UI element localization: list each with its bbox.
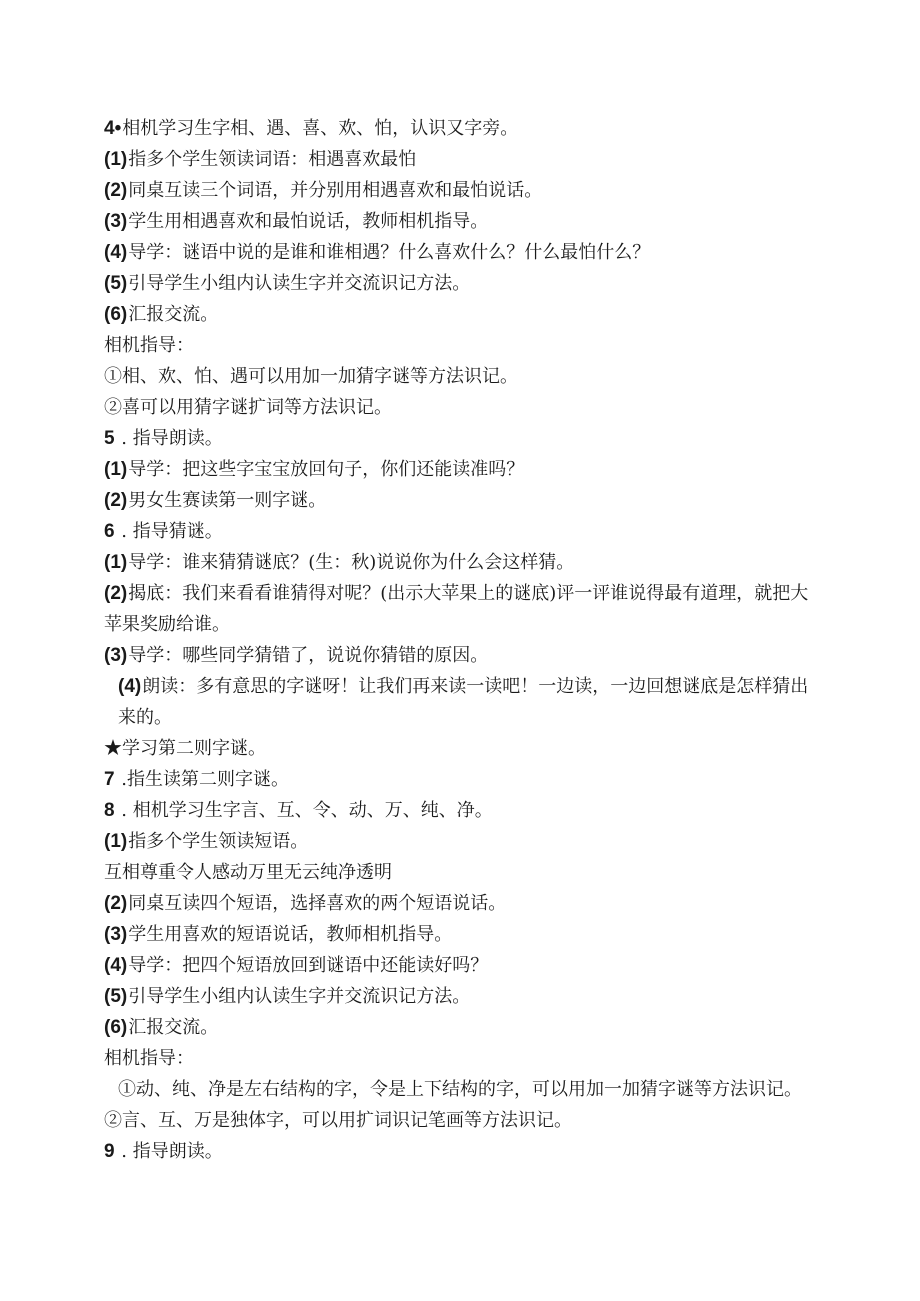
item-number: (3) (104, 645, 128, 666)
item-number: 9 (104, 1141, 115, 1162)
line-text: 引导学生小组内认读生字并交流识记方法。 (128, 273, 471, 294)
item-number: (2) (104, 490, 128, 511)
item-number: (5) (104, 986, 128, 1007)
line-8-4 (104, 950, 816, 981)
line-text: 揭底：我们来看看谁猜得对呢？(出示大苹果上的谜底)评一评谁说得最有道理，就把大苹果奖励给谁。 (104, 583, 809, 635)
item-number: (4) (118, 676, 142, 697)
line-8-6 (104, 1012, 816, 1043)
line-4 (104, 113, 816, 144)
item-number: (1) (104, 552, 128, 573)
item-number: 5 (104, 428, 115, 449)
line-text: 学生用相遇喜欢和最怕说话，教师相机指导。 (128, 211, 489, 232)
line-text: ①相、欢、怕、遇可以用加一加猜字谜等方法识记。 (104, 366, 518, 387)
guidance-item (104, 1105, 816, 1136)
document-body (104, 113, 816, 1167)
item-number: (4) (104, 242, 128, 263)
line-4-1 (104, 144, 816, 175)
line-text: ②喜可以用猜字谜扩词等方法识记。 (104, 397, 392, 418)
item-number: (3) (104, 924, 128, 945)
line-8-1 (104, 826, 816, 857)
line-text: ①动、纯、净是左右结构的字，令是上下结构的字，可以用加一加猜字谜等方法识记。 (118, 1079, 802, 1100)
line-text: ②言、互、万是独体字，可以用扩词识记笔画等方法识记。 (104, 1110, 572, 1131)
line-5-1 (104, 454, 816, 485)
line-5 (104, 423, 816, 454)
line-text: 导学：哪些同学猜错了，说说你猜错的原因。 (128, 645, 489, 666)
line-text: 导学：把四个短语放回到谜语中还能读好吗？ (128, 955, 489, 976)
item-number: (6) (104, 304, 128, 325)
guidance-heading (104, 330, 816, 361)
line-text: 指多个学生领读短语。 (128, 831, 309, 852)
line-text: . 指导朗读。 (115, 428, 223, 449)
line-4-2 (104, 175, 816, 206)
line-text: . 指导猜谜。 (115, 521, 223, 542)
phrase-list (104, 857, 816, 888)
line-text: 同桌互读四个短语，选择喜欢的两个短语说话。 (128, 893, 507, 914)
line-text: .指生读第二则字谜。 (115, 769, 290, 790)
line-text: 导学：谁来猜猜谜底？(生：秋)说说你为什么会这样猜。 (128, 552, 575, 573)
line-text: 相机学习生字相、遇、喜、欢、怕，认识又字旁。 (122, 118, 519, 139)
line-7 (104, 764, 816, 795)
guidance-item (104, 361, 816, 392)
guidance-heading (104, 1043, 816, 1074)
item-number: 7 (104, 769, 115, 790)
line-4-4 (104, 237, 816, 268)
line-4-6 (104, 299, 816, 330)
line-text: 导学：把这些字宝宝放回句子，你们还能读准吗？ (128, 459, 525, 480)
item-number: (1) (104, 459, 128, 480)
line-text: 男女生赛读第一则字谜。 (128, 490, 327, 511)
line-text: 引导学生小组内认读生字并交流识记方法。 (128, 986, 471, 1007)
item-number: (2) (104, 893, 128, 914)
line-6-2 (104, 578, 816, 640)
line-6-3 (104, 640, 816, 671)
line-8-5 (104, 981, 816, 1012)
line-text: 同桌互读三个词语，并分别用相遇喜欢和最怕说话。 (128, 180, 543, 201)
item-number: (3) (104, 211, 128, 232)
item-number: (6) (104, 1017, 128, 1038)
line-text: . 相机学习生字言、互、令、动、万、纯、净。 (115, 800, 493, 821)
guidance-item (104, 1074, 816, 1105)
item-number: (1) (104, 149, 128, 170)
item-number: (1) (104, 831, 128, 852)
item-number: (2) (104, 180, 128, 201)
section-heading (104, 733, 816, 764)
line-6 (104, 516, 816, 547)
line-text: ★学习第二则字谜。 (104, 738, 266, 759)
item-number: (5) (104, 273, 128, 294)
line-text: 朗读：多有意思的字谜呀！让我们再来读一读吧！一边读，一边回想谜底是怎样猜出来的。 (118, 676, 809, 728)
item-number: 4• (104, 118, 122, 139)
line-text: 汇报交流。 (128, 1017, 219, 1038)
guidance-item (104, 392, 816, 423)
line-text: 相机指导： (104, 1048, 194, 1069)
line-text: 相机指导： (104, 335, 194, 356)
line-text: . 指导朗读。 (115, 1141, 223, 1162)
line-8 (104, 795, 816, 826)
line-4-5 (104, 268, 816, 299)
line-6-1 (104, 547, 816, 578)
line-text: 指多个学生领读词语：相遇喜欢最怕 (128, 149, 417, 170)
line-5-2 (104, 485, 816, 516)
item-number: (4) (104, 955, 128, 976)
item-number: 8 (104, 800, 115, 821)
line-6-4 (104, 671, 816, 733)
line-text: 导学：谜语中说的是谁和谁相遇？什么喜欢什么？什么最怕什么？ (128, 242, 651, 263)
line-8-2 (104, 888, 816, 919)
line-text: 汇报交流。 (128, 304, 219, 325)
line-text: 学生用喜欢的短语说话，教师相机指导。 (128, 924, 453, 945)
line-text: 互相尊重令人感动万里无云纯净透明 (104, 862, 392, 883)
item-number: 6 (104, 521, 115, 542)
line-8-3 (104, 919, 816, 950)
item-number: (2) (104, 583, 128, 604)
line-4-3 (104, 206, 816, 237)
line-9 (104, 1136, 816, 1167)
